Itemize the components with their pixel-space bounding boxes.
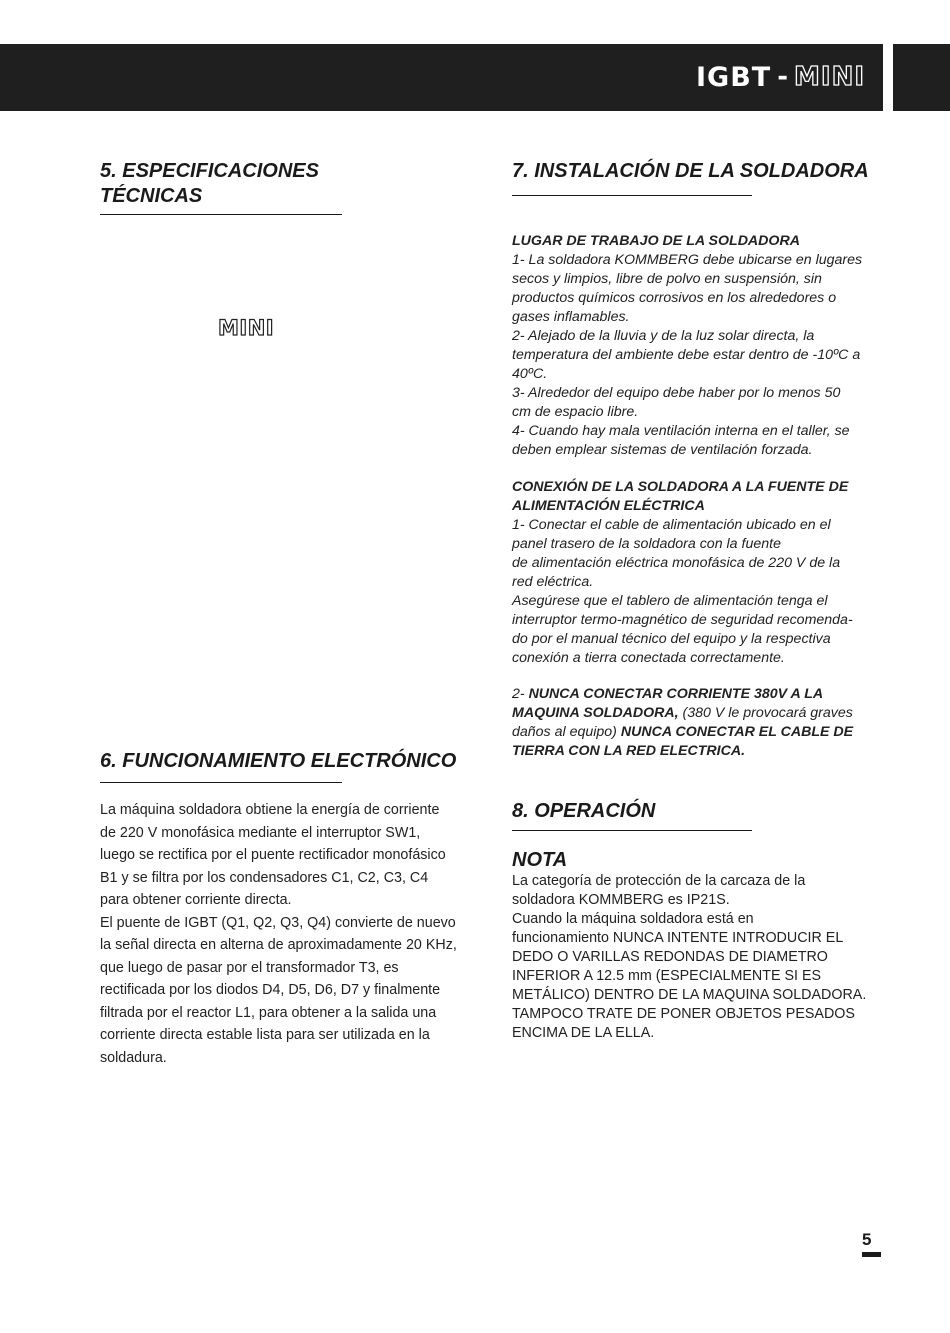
sec6-line: de 220 V monofásica mediante el interruptor SW1, bbox=[100, 824, 421, 841]
nota-title: NOTA bbox=[512, 849, 568, 871]
lugar-line: productos químicos corrosivos en los alrededores o bbox=[512, 290, 837, 306]
warning-text: (380 V le provocará graves bbox=[678, 705, 853, 721]
lugar-line: 2- Alejado de la lluvia y de la luz solar directa, la bbox=[512, 328, 815, 344]
warning-line-4 bbox=[512, 742, 892, 761]
warning-emphasis: MAQUINA SOLDADORA, bbox=[512, 705, 679, 721]
nota-line: DEDO O VARILLAS REDONDAS DE DIAMETRO bbox=[512, 949, 828, 965]
warning-line-1 bbox=[512, 685, 892, 704]
nota-line: Cuando la máquina soldadora está en bbox=[512, 911, 754, 927]
conexion-subtitle-line1: CONEXIÓN DE LA SOLDADORA A LA FUENTE DE bbox=[512, 479, 849, 495]
conexion-line: interruptor termo-magnético de seguridad recomenda- bbox=[512, 612, 853, 628]
mini-logo-mark: MINI bbox=[218, 316, 275, 340]
sec6-line: soldadura. bbox=[100, 1049, 167, 1066]
sec6-line: la señal directa en alterna de aproximadamente 20 KHz, bbox=[100, 937, 457, 953]
sec6-line: para obtener corriente directa. bbox=[100, 892, 292, 908]
conexion-line: conexión a tierra conectada correctamente. bbox=[512, 650, 785, 666]
header-bar bbox=[0, 44, 883, 111]
lugar-line: 1- La soldadora KOMMBERG debe ubicarse en lugares bbox=[512, 252, 863, 268]
conexion-line: 1- Conectar el cable de alimentación ubicado en el bbox=[512, 517, 831, 533]
sec6-line: corriente directa estable lista para ser utilizada en la bbox=[100, 1027, 430, 1043]
sec8-rule bbox=[512, 830, 752, 831]
nota-line: La categoría de protección de la carcaza de la bbox=[512, 873, 806, 889]
sec8-title: 8. OPERACIÓN bbox=[512, 800, 656, 822]
lugar-line: 40ºC. bbox=[512, 366, 548, 382]
lugar-line: 4- Cuando hay mala ventilación interna en el taller, se bbox=[512, 423, 850, 439]
lugar-line: cm de espacio libre. bbox=[512, 404, 639, 420]
nota-line: INFERIOR A 12.5 mm (ESPECIALMENTE SI ES bbox=[512, 968, 822, 984]
warning-text: daños al equipo) bbox=[512, 724, 621, 740]
logo-mini-text: MINI bbox=[794, 62, 865, 92]
warning-line-3 bbox=[512, 723, 892, 742]
nota-line: TAMPOCO TRATE DE PONER OBJETOS PESADOS bbox=[512, 1006, 855, 1022]
warning-line-2 bbox=[512, 704, 892, 723]
nota-body bbox=[512, 872, 902, 1043]
sec7-lugar-block bbox=[512, 232, 892, 460]
conexion-line: panel trasero de la soldadora con la fuente bbox=[512, 536, 781, 552]
nota-line: METÁLICO) DENTRO DE LA MAQUINA SOLDADORA. bbox=[512, 987, 867, 1003]
lugar-line: deben emplear sistemas de ventilación forzada. bbox=[512, 442, 813, 458]
sec7-rule bbox=[512, 195, 752, 196]
sec5-title-line1: 5. ESPECIFICACIONES bbox=[100, 160, 319, 182]
warning-emphasis: TIERRA CON LA RED ELECTRICA. bbox=[512, 743, 746, 759]
sec6-line: El puente de IGBT (Q1, Q2, Q3, Q4) convierte de nuevo bbox=[100, 914, 456, 931]
warning-emphasis: NUNCA CONECTAR EL CABLE DE bbox=[620, 724, 854, 740]
sec7-conexion-block bbox=[512, 478, 892, 668]
conexion-subtitle-line2: ALIMENTACIÓN ELÉCTRICA bbox=[512, 498, 705, 514]
logo-igbt-text: IGBT bbox=[696, 61, 772, 93]
conexion-line: red eléctrica. bbox=[512, 574, 594, 590]
sec6-line: rectificada por los diodos D4, D5, D6, D7 y finalmente bbox=[100, 982, 441, 998]
sec6-line: B1 y se filtra por los condensadores C1, C2, C3, C4 bbox=[100, 869, 429, 886]
lugar-line: 3- Alrededor del equipo debe haber por lo menos 50 bbox=[512, 385, 841, 401]
header-tab-block bbox=[893, 44, 950, 111]
nota-line: ENCIMA DE LA ELLA. bbox=[512, 1025, 655, 1041]
sec7-warning-block bbox=[512, 685, 892, 761]
warning-emphasis: NUNCA CONECTAR CORRIENTE 380V A LA bbox=[528, 686, 824, 702]
sec6-line: luego se rectifica por el puente rectificador monofásico bbox=[100, 847, 446, 863]
sec6-title: 6. FUNCIONAMIENTO ELECTRÓNICO bbox=[100, 750, 457, 772]
sec6-line: que luego de pasar por el transformador T3, es bbox=[100, 959, 399, 976]
sec7-title: 7. INSTALACIÓN DE LA SOLDADORA bbox=[512, 160, 869, 182]
lugar-subtitle: LUGAR DE TRABAJO DE LA SOLDADORA bbox=[512, 233, 800, 249]
sec6-rule bbox=[100, 782, 342, 783]
sec6-body bbox=[100, 799, 480, 1069]
sec5-title bbox=[100, 159, 319, 209]
conexion-line: do por el manual técnico del equipo y la respectiva bbox=[512, 631, 831, 647]
logo-dash: - bbox=[777, 62, 789, 92]
nota-line: soldadora KOMMBERG es IP21S. bbox=[512, 892, 730, 908]
lugar-line: secos y limpios, libre de polvo en suspensión, sin bbox=[512, 271, 822, 287]
brand-logo bbox=[696, 62, 865, 92]
sec5-rule bbox=[100, 214, 342, 215]
page-number-bar bbox=[862, 1252, 881, 1257]
sec5-title-line2: TÉCNICAS bbox=[100, 185, 203, 207]
page-number: 5 bbox=[862, 1230, 872, 1249]
sec6-line: filtrada por el reactor L1, para obtener a la salida una bbox=[100, 1004, 437, 1021]
sec6-line: La máquina soldadora obtiene la energía de corriente bbox=[100, 802, 440, 818]
conexion-line: Asegúrese que el tablero de alimentación tenga el bbox=[512, 593, 828, 609]
nota-line: funcionamiento NUNCA INTENTE INTRODUCIR EL bbox=[512, 930, 844, 946]
warning-text: 2- bbox=[512, 686, 529, 702]
lugar-line: gases inflamables. bbox=[512, 309, 630, 325]
conexion-line: de alimentación eléctrica monofásica de 220 V de la bbox=[512, 555, 841, 571]
lugar-line: temperatura del ambiente debe estar dentro de -10ºC a bbox=[512, 347, 861, 363]
